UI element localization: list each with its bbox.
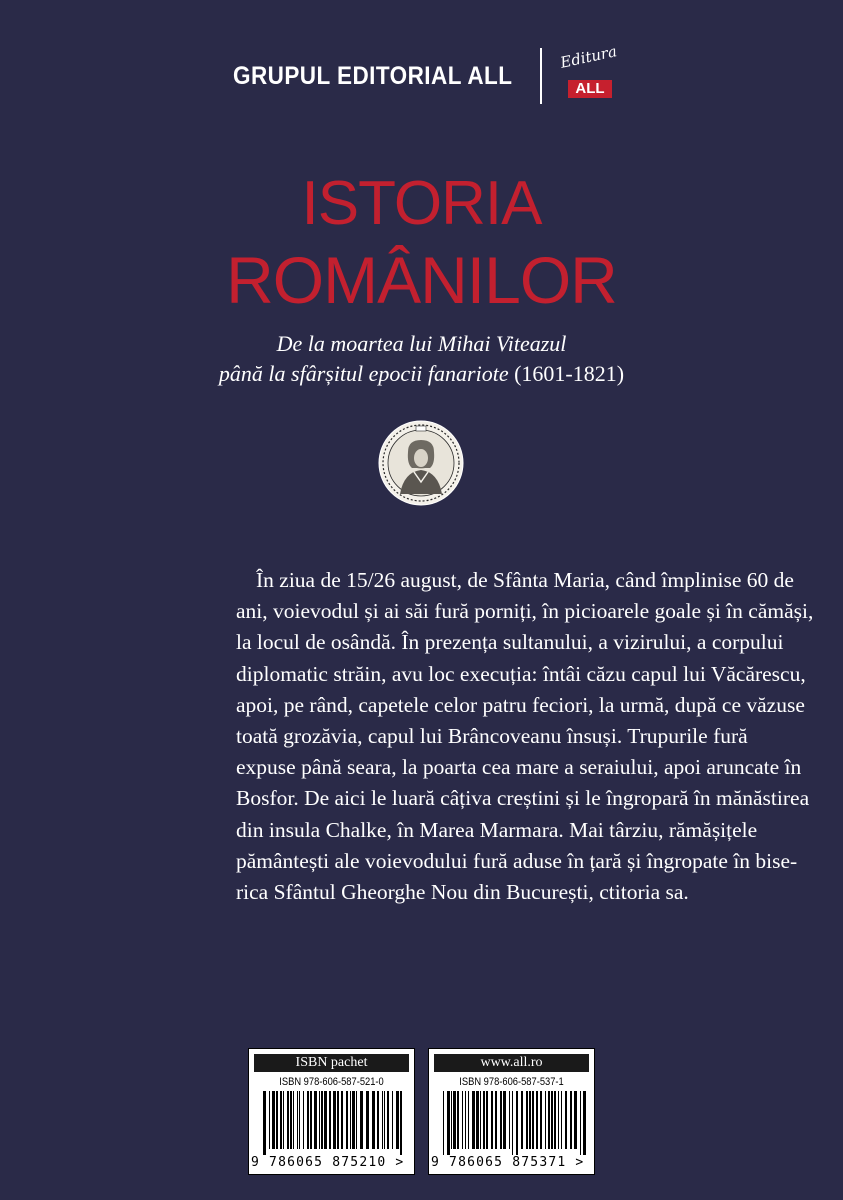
portrait-medallion-icon bbox=[378, 420, 464, 506]
barcode-isbn-text: ISBN 978-606-587-521-0 bbox=[279, 1076, 384, 1088]
barcode-isbn-text: ISBN 978-606-587-537-1 bbox=[459, 1076, 564, 1088]
publisher-header bbox=[0, 44, 843, 104]
publisher-divider bbox=[540, 48, 542, 104]
barcode-www-all bbox=[428, 1048, 595, 1175]
excerpt-line: rica Sfântul Gheorghe Nou din București, ctitoria sa. bbox=[236, 880, 689, 905]
barcode-header: ISBN pachet bbox=[254, 1054, 409, 1072]
barcode-bars-icon bbox=[261, 1091, 406, 1155]
excerpt-line: pământești ale voievodului fură aduse în țară și îngropate în bise- bbox=[236, 848, 798, 873]
excerpt-line: toată grozăvia, capul lui Brâncoveanu însuși. Trupurile fură bbox=[236, 724, 748, 749]
subtitle-years: (1601-1821) bbox=[508, 361, 625, 386]
barcode-bars-icon bbox=[441, 1091, 586, 1155]
barcode-isbn-pachet bbox=[248, 1048, 415, 1175]
book-subtitle-line2 bbox=[0, 359, 843, 389]
publisher-name: GRUPUL EDITORIAL ALL bbox=[233, 62, 513, 90]
barcode-digits: 9 786065 875371 > bbox=[431, 1155, 585, 1170]
excerpt-line: apoi, pe rând, capetele celor patru feciori, la urmă, după ce văzuse bbox=[236, 692, 805, 717]
logo-red-block: ALL bbox=[568, 80, 612, 98]
excerpt-line: la locul de osândă. În prezența sultanului, a vizirului, a corpului bbox=[236, 630, 784, 655]
barcode-header: www.all.ro bbox=[434, 1054, 589, 1072]
excerpt-line: expuse până seara, la poarta cea mare a seraiului, apoi aruncate în bbox=[236, 755, 802, 780]
subtitle-italic-part: până la sfârșitul epocii fanariote bbox=[218, 361, 509, 386]
excerpt-line: ani, voievodul și ai săi fură porniți, în picioarele goale și în cămăși, bbox=[236, 599, 814, 624]
excerpt-line: diplomatic străin, avu loc execuția: întâi căzu capul lui Văcărescu, bbox=[236, 661, 806, 686]
book-subtitle-line1: De la moartea lui Mihai Viteazul bbox=[276, 331, 567, 356]
excerpt-line: Bosfor. De aici le luară câțiva creștini și le îngropară în mănăstirea bbox=[236, 786, 810, 811]
logo-script-text: Editura bbox=[558, 42, 619, 72]
barcode-digits: 9 786065 875210 > bbox=[251, 1155, 405, 1170]
book-title-line1: ISTORIA bbox=[301, 169, 542, 238]
excerpt-line: În ziua de 15/26 august, de Sfânta Maria, când împlinise 60 de bbox=[256, 568, 794, 592]
excerpt-line: din insula Chalke, în Marea Marmara. Mai târziu, rămășițele bbox=[236, 817, 758, 842]
book-title-line2: ROMÂNILOR bbox=[226, 243, 617, 317]
excerpt-paragraph bbox=[236, 565, 814, 908]
editura-all-logo bbox=[552, 42, 619, 104]
